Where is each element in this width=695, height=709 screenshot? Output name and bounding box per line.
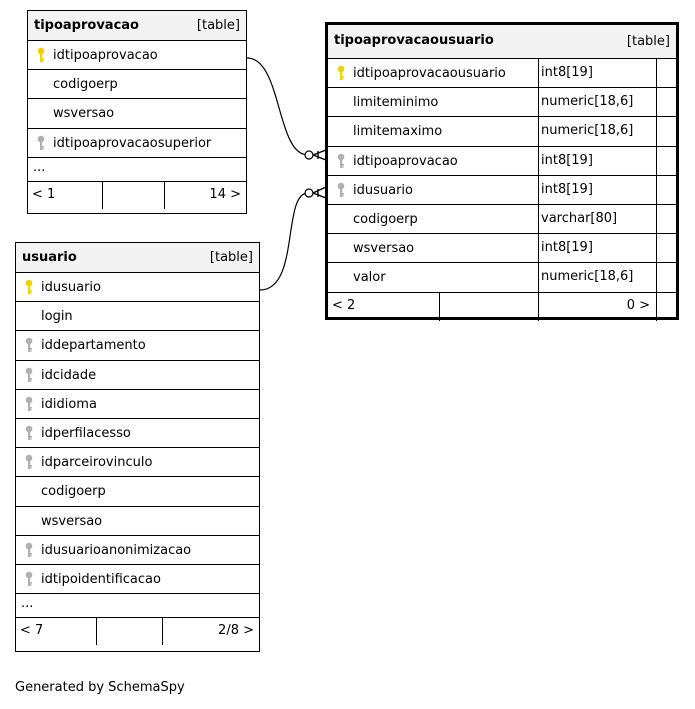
column-row-idusuario[interactable] — [16, 273, 259, 302]
column-row-idparceirovinculo[interactable] — [16, 448, 259, 477]
column-row-wsversao[interactable] — [16, 507, 259, 536]
footer-divider — [538, 293, 539, 321]
column-row-login[interactable] — [16, 302, 259, 331]
column-list — [16, 273, 259, 594]
more-columns-ellipsis: ... — [28, 158, 246, 182]
column-extra-cell — [656, 176, 676, 204]
column-extra-cell — [656, 205, 676, 233]
column-row-codigoerp[interactable] — [16, 477, 259, 506]
child-count: 14 > — [209, 186, 241, 202]
table-header[interactable] — [16, 243, 259, 273]
column-row-valor[interactable] — [328, 263, 676, 292]
table-usuario[interactable] — [15, 242, 260, 652]
foreign-key-icon — [24, 571, 34, 587]
column-type: numeric[18,6] — [538, 117, 656, 145]
column-name: codigoerp — [353, 211, 418, 227]
column-name: ididioma — [41, 396, 97, 412]
column-type: numeric[18,6] — [538, 88, 656, 116]
column-type: int8[19] — [538, 176, 656, 204]
foreign-key-icon — [36, 135, 46, 151]
column-name: idusuario — [353, 182, 413, 198]
column-name: codigoerp — [41, 484, 106, 500]
column-row-codigoerp[interactable] — [328, 205, 676, 234]
relation-tipoaprovacao-line — [247, 58, 308, 155]
column-name: codigoerp — [53, 77, 118, 93]
table-header[interactable] — [28, 11, 246, 41]
child-count: 0 > — [626, 297, 650, 313]
column-extra-cell — [656, 263, 676, 291]
foreign-key-icon — [24, 337, 34, 353]
column-name: idparceirovinculo — [41, 455, 153, 471]
child-count: 2/8 > — [218, 623, 254, 639]
column-name: idtipoaprovacao — [53, 48, 158, 63]
parent-count: < 2 — [332, 297, 356, 313]
column-name: idusuarioanonimizacao — [41, 542, 192, 558]
column-row-idtipoaprovacaousuario[interactable] — [328, 59, 676, 88]
table-footer — [328, 293, 676, 321]
relation-usuario-optional-marker — [305, 189, 313, 197]
column-list — [28, 41, 246, 158]
column-row-limiteminimo[interactable] — [328, 88, 676, 117]
column-name: idperfilacesso — [41, 425, 131, 441]
column-row-wsversao[interactable] — [328, 234, 676, 263]
column-name: limiteminimo — [353, 95, 439, 111]
table-footer — [16, 618, 259, 645]
table-tipoaprovacao[interactable] — [27, 10, 247, 214]
table-name: tipoaprovacao — [34, 18, 139, 33]
column-row-idcidade[interactable] — [16, 361, 259, 390]
footer-divider — [102, 182, 103, 209]
table-name: usuario — [22, 250, 77, 265]
footer-divider — [439, 293, 440, 321]
column-extra-cell — [656, 59, 676, 87]
column-row-idtipoaprovacaosuperior[interactable] — [28, 129, 246, 158]
column-type: numeric[18,6] — [538, 263, 656, 291]
table-tipoaprovacaousuario[interactable] — [325, 22, 679, 320]
column-name: idtipoaprovacaousuario — [353, 66, 506, 81]
column-row-wsversao[interactable] — [28, 99, 246, 128]
column-name: idtipoaprovacaosuperior — [53, 135, 212, 151]
column-list — [328, 59, 676, 293]
column-extra-cell — [656, 147, 676, 175]
parent-count: < 1 — [32, 186, 56, 202]
column-row-idusuario[interactable] — [328, 176, 676, 205]
column-name: idcidade — [41, 367, 97, 383]
column-name: limitemaximo — [353, 124, 443, 140]
table-footer — [28, 182, 246, 209]
foreign-key-icon — [24, 425, 34, 441]
column-row-idtipoaprovacao[interactable] — [28, 41, 246, 70]
column-name: idtipoaprovacao — [353, 153, 458, 169]
primary-key-icon — [36, 47, 46, 63]
column-name: idusuario — [41, 280, 101, 295]
column-extra-cell — [656, 117, 676, 145]
column-extra-cell — [656, 234, 676, 262]
column-name: wsversao — [353, 241, 415, 257]
column-type: int8[19] — [538, 59, 656, 87]
table-type: [table] — [196, 18, 240, 33]
column-row-idtipoidentificacao[interactable] — [16, 565, 259, 594]
relation-tipoaprovacao-optional-marker — [305, 151, 313, 159]
column-name: wsversao — [53, 106, 115, 122]
foreign-key-icon — [336, 153, 346, 169]
parent-count: < 7 — [20, 623, 44, 639]
column-row-iddepartamento[interactable] — [16, 331, 259, 360]
foreign-key-icon — [24, 396, 34, 412]
column-row-idusuarioanonimizacao[interactable] — [16, 536, 259, 565]
column-row-codigoerp[interactable] — [28, 70, 246, 99]
column-name: valor — [353, 270, 386, 286]
column-row-limitemaximo[interactable] — [328, 117, 676, 146]
column-name: wsversao — [41, 513, 103, 529]
column-extra-cell — [656, 88, 676, 116]
footer-divider — [656, 293, 657, 321]
more-columns-ellipsis: ... — [16, 594, 259, 618]
foreign-key-icon — [24, 454, 34, 470]
primary-key-icon — [24, 279, 34, 295]
generated-by-text: Generated by SchemaSpy — [15, 680, 185, 695]
table-type: [table] — [626, 34, 670, 49]
column-type: int8[19] — [538, 147, 656, 175]
column-name: iddepartamento — [41, 338, 146, 354]
primary-key-icon — [336, 65, 346, 81]
column-row-idtipoaprovacao[interactable] — [328, 147, 676, 176]
column-type: int8[19] — [538, 234, 656, 262]
table-name: tipoaprovacaousuario — [334, 33, 494, 48]
column-type: varchar[80] — [538, 205, 656, 233]
column-row-ididioma[interactable] — [16, 390, 259, 419]
table-header[interactable] — [328, 25, 676, 59]
relation-usuario-line — [260, 193, 308, 290]
foreign-key-icon — [24, 542, 34, 558]
foreign-key-icon — [336, 182, 346, 198]
column-row-idperfilacesso[interactable] — [16, 419, 259, 448]
column-name: idtipoidentificacao — [41, 571, 161, 587]
table-type: [table] — [209, 250, 253, 265]
footer-divider — [164, 182, 165, 209]
column-name: login — [41, 309, 73, 325]
footer-divider — [96, 618, 97, 645]
foreign-key-icon — [24, 367, 34, 383]
footer-divider — [162, 618, 163, 645]
